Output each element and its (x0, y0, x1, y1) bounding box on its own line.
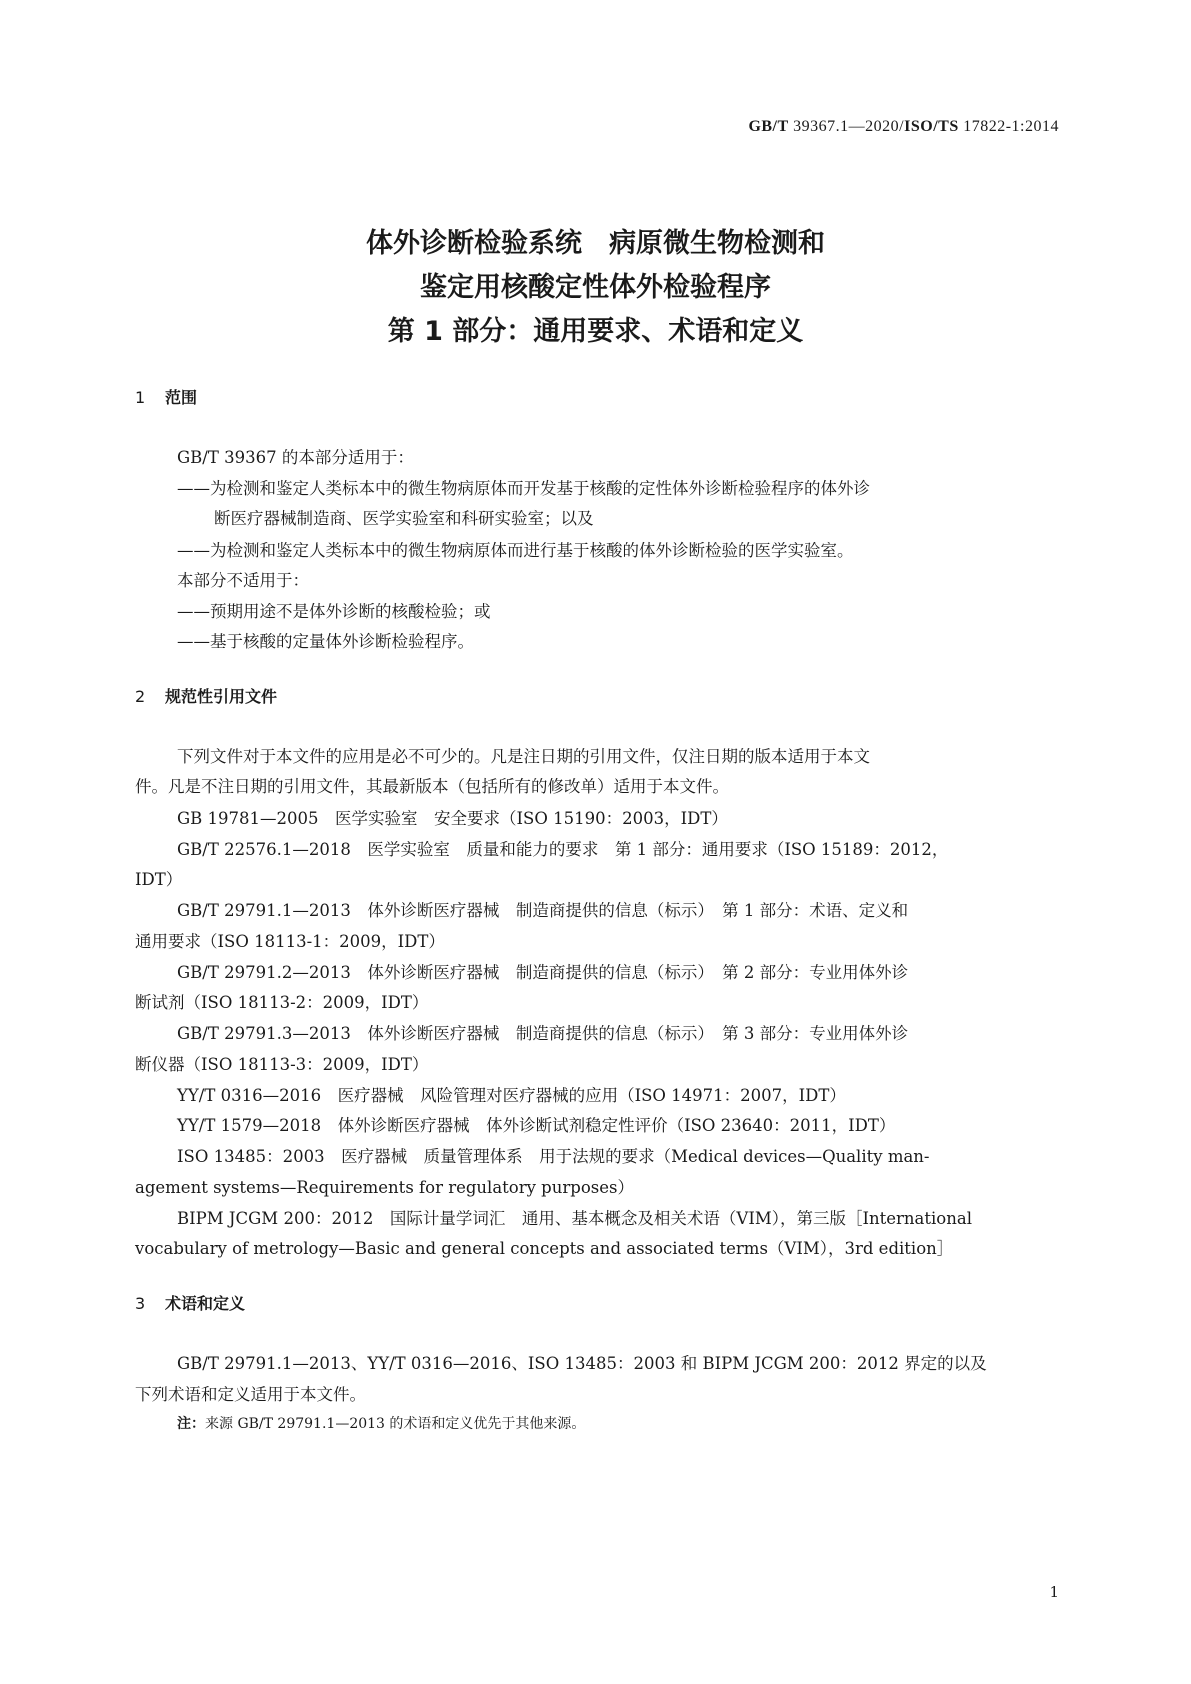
paragraph-line: 下列术语和定义适用于本文件。 (135, 1385, 366, 1404)
reference-line: GB 19781—2005 医学实验室 安全要求（ISO 15190：2003，IDT） (177, 809, 728, 828)
reference-line: YY/T 1579—2018 体外诊断医疗器械 体外诊断试剂稳定性评价（ISO 23640：2011，IDT） (177, 1116, 896, 1135)
paragraph-line: GB/T 39367 的本部分适用于： (177, 448, 414, 467)
reference-line: BIPM JCGM 200：2012 国际计量学词汇 通用、基本概念及相关术语（VIM），第三版［International (177, 1209, 972, 1228)
reference-line: GB/T 22576.1—2018 医学实验室 质量和能力的要求 第 1 部分：通用要求（ISO 15189：2012， (177, 840, 949, 859)
page-number: 1 (1049, 1583, 1059, 1601)
document-title (0, 222, 1191, 354)
section-heading-scope (135, 385, 197, 408)
reference-line-continuation: 通用要求（ISO 18113-1：2009，IDT） (135, 932, 445, 951)
note-label: 注： (177, 1416, 205, 1432)
note (177, 1413, 585, 1433)
paragraph-line: GB/T 29791.1—2013、YY/T 0316—2016、ISO 13485：2003 和 BIPM JCGM 200：2012 界定的以及 (177, 1354, 987, 1373)
reference-line-continuation: 断仪器（ISO 18113-3：2009，IDT） (135, 1055, 429, 1074)
reference-line: GB/T 29791.1—2013 体外诊断医疗器械 制造商提供的信息（标示） 第 1 部分：术语、定义和 (177, 901, 909, 920)
section-heading-normative-references (135, 684, 277, 707)
section-title: 规范性引用文件 (165, 687, 278, 706)
reference-line-continuation: IDT） (135, 870, 183, 889)
title-line-1: 体外诊断检验系统 病原微生物检测和 (366, 228, 825, 259)
reference-line: YY/T 0316—2016 医疗器械 风险管理对医疗器械的应用（ISO 14971：2007，IDT） (177, 1086, 846, 1105)
reference-line: ISO 13485：2003 医疗器械 质量管理体系 用于法规的要求（Medical devices—Quality man- (177, 1147, 930, 1166)
paragraph-line: 下列文件对于本文件的应用是必不可少的。凡是注日期的引用文件，仅注日期的版本适用于本文 (177, 747, 870, 766)
list-item: ——基于核酸的定量体外诊断检验程序。 (177, 632, 474, 651)
title-line-3: 第 1 部分：通用要求、术语和定义 (387, 316, 804, 347)
section-title: 范围 (165, 388, 198, 407)
note-text: 来源 GB/T 29791.1—2013 的术语和定义优先于其他来源。 (205, 1416, 586, 1432)
paragraph-line: 件。凡是不注日期的引用文件，其最新版本（包括所有的修改单）适用于本文件。 (135, 777, 729, 796)
reference-line: GB/T 29791.2—2013 体外诊断医疗器械 制造商提供的信息（标示） 第 2 部分：专业用体外诊 (177, 963, 909, 982)
section-title: 术语和定义 (165, 1294, 246, 1313)
reference-line-continuation: agement systems—Requirements for regulatory purposes） (135, 1178, 634, 1197)
section-number: 3 (135, 1294, 146, 1313)
section-number: 1 (135, 388, 146, 407)
document-code (748, 118, 1059, 136)
list-item: ——为检测和鉴定人类标本中的微生物病原体而开发基于核酸的定性体外诊断检验程序的体外诊 (177, 479, 870, 498)
list-item-continuation: 断医疗器械制造商、医学实验室和科研实验室；以及 (214, 509, 594, 528)
list-item: ——预期用途不是体外诊断的核酸检验；或 (177, 602, 491, 621)
section-heading-terms (135, 1291, 245, 1314)
section-number: 2 (135, 687, 146, 706)
reference-line-continuation: vocabulary of metrology—Basic and general concepts and associated terms（VIM），3rd edition］ (135, 1239, 954, 1258)
paragraph-line: 本部分不适用于： (177, 571, 309, 590)
code-number: 39367.1—2020/ (788, 118, 905, 135)
code-iso-number: 17822-1:2014 (958, 118, 1059, 135)
reference-line: GB/T 29791.3—2013 体外诊断医疗器械 制造商提供的信息（标示） 第 3 部分：专业用体外诊 (177, 1024, 909, 1043)
reference-line-continuation: 断试剂（ISO 18113-2：2009，IDT） (135, 993, 429, 1012)
title-line-2: 鉴定用核酸定性体外检验程序 (420, 272, 771, 303)
code-iso: ISO/TS (904, 118, 959, 135)
code-prefix: GB/T (748, 118, 789, 135)
list-item: ——为检测和鉴定人类标本中的微生物病原体而进行基于核酸的体外诊断检验的医学实验室。 (177, 541, 854, 560)
